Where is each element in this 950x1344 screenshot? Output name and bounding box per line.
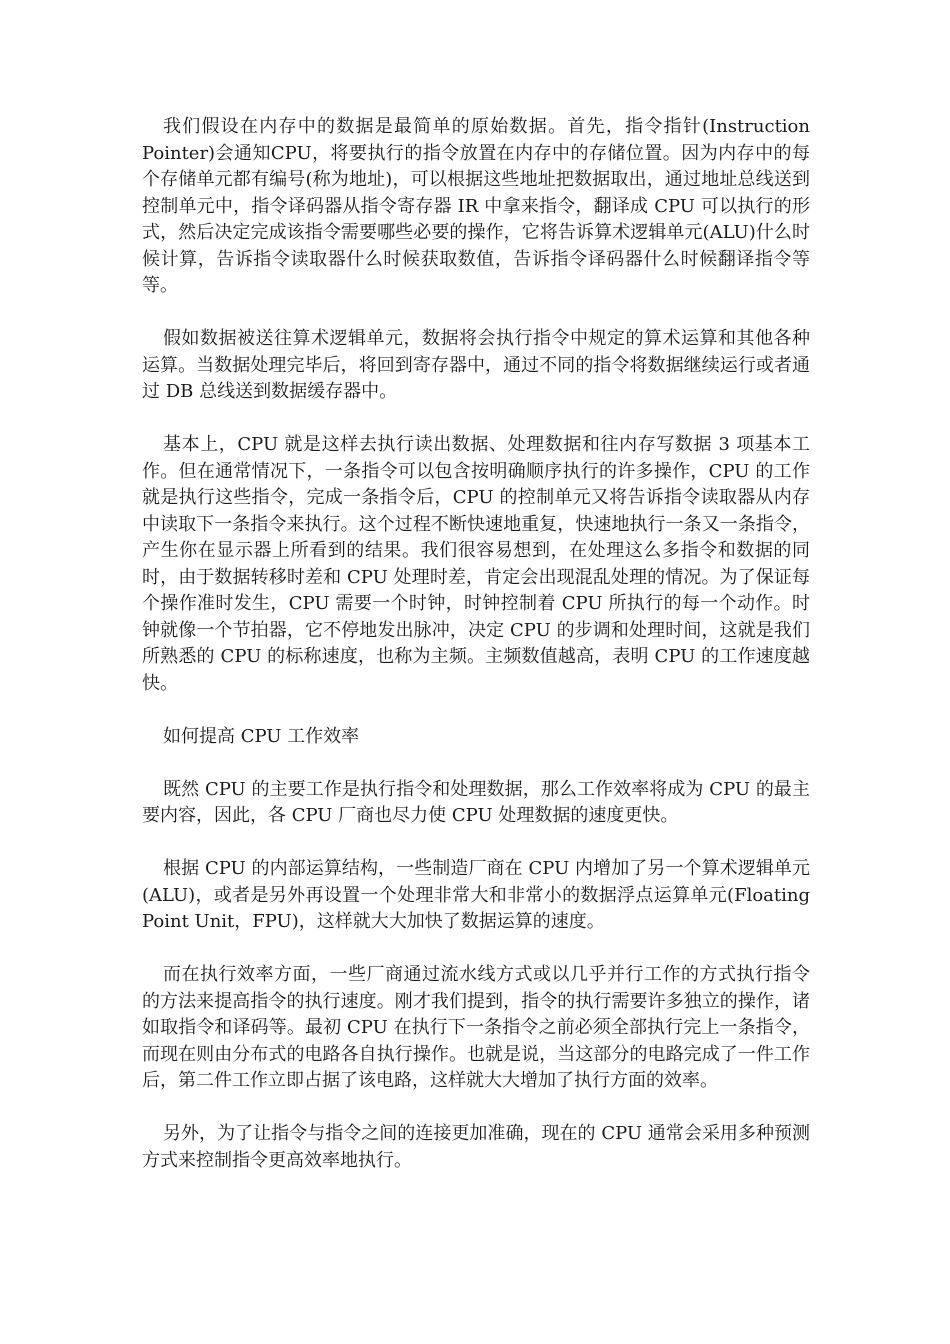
paragraph-alu-processing: 假如数据被送往算术逻辑单元，数据将会执行指令中规定的算术运算和其他各种运算。当数据处理完毕后，将回到寄存器中，通过不同的指令将数据继续运行或者通过 DB 总线送到数据缓存器中。 [142,328,810,402]
section-heading-cpu-efficiency: 如何提高 CPU 工作效率 [163,725,360,747]
paragraph-prediction: 另外，为了让指令与指令之间的连接更加准确，现在的 CPU 通常会采用多种预测方式来控制指令更高效率地执行。 [142,1123,810,1171]
document-body [142,114,810,1174]
paragraph-alu-fpu: 根据 CPU 的内部运算结构，一些制造厂商在 CPU 内增加了另一个算术逻辑单元(ALU)，或者是另外再设置一个处理非常大和非常小的数据浮点运算单元(Floating Point Unit，FPU)，这样就大大加快了数据运算的速度。 [142,858,810,932]
paragraph-cpu-clock: 基本上，CPU 就是这样去执行读出数据、处理数据和往内存写数据 3 项基本工作。但在通常情况下，一条指令可以包含按明确顺序执行的许多操作，CPU 的工作就是执行这些指令，完成一条指令后，CPU 的控制单元又将告诉指令读取器从内存中读取下一条指令来执行。这个过程不断快速地重复，快速地执行一条又一条指令，产生你在显示器上所看到的结果。我们很容易想到，在处理这么多指令和数据的同时，由于数据转移时差和 CPU 处理时差，肯定会出现混乱处理的情况。为了保证每个操作准时发生，CPU 需要一个时钟，时钟控制着 CPU 所执行的每一个动作。时钟就像一个节拍器，它不停地发出脉冲，决定 CPU 的步调和处理时间，这就是我们所熟悉的 CPU 的标称速度，也称为主频。主频数值越高，表明 CPU 的工作速度越快。 [142,434,810,694]
paragraph-instruction-pointer: 我们假设在内存中的数据是最简单的原始数据。首先，指令指针(Instruction Pointer)会通知CPU，将要执行的指令放置在内存中的存储位置。因为内存中的每个存储单元都有编号(称为地址)，可以根据这些地址把数据取出，通过地址总线送到控制单元中，指令译码器从指令寄存器 IR 中拿来指令，翻译成 CPU 可以执行的形式，然后决定完成该指令需要哪些必要的操作，它将告诉算术逻辑单元(ALU)什么时候计算，告诉指令读取器什么时候获取数值，告诉指令译码器什么时候翻译指令等等。 [142,116,810,296]
paragraph-efficiency-intro: 既然 CPU 的主要工作是执行指令和处理数据，那么工作效率将成为 CPU 的最主要内容，因此，各 CPU 厂商也尽力使 CPU 处理数据的速度更快。 [142,778,810,826]
paragraph-pipeline: 而在执行效率方面，一些厂商通过流水线方式或以几乎并行工作的方式执行指令的方法来提高指令的执行速度。刚才我们提到，指令的执行需要许多独立的操作，诸如取指令和译码等。最初 CPU 在执行下一条指令之前必须全部执行完上一条指令，而现在则由分布式的电路各自执行操作。也就是说，当这部分的电路完成了一件工作后，第二件工作立即占据了该电路，这样就大大增加了执行方面的效率。 [142,964,810,1091]
